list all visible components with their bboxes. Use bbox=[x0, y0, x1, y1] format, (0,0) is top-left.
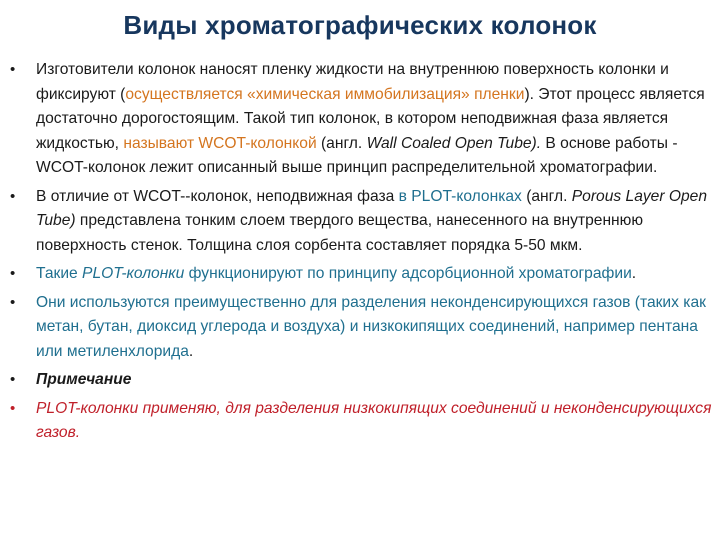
bullet-icon: • bbox=[10, 265, 16, 282]
item-text: Такие bbox=[36, 265, 83, 282]
bullet-icon: • bbox=[10, 61, 16, 78]
bullet-icon: • bbox=[10, 187, 16, 205]
item-text: В отличие от WCOT--колонок, неподвижная фаза bbox=[36, 187, 399, 205]
list-item bbox=[10, 262, 712, 287]
bullet-icon: • bbox=[10, 399, 16, 417]
item-text: (англ. bbox=[521, 187, 572, 205]
item-term: PLOT-колонки bbox=[82, 265, 185, 282]
item-text: функционируют по принципу адсорбционной хроматографии bbox=[184, 265, 632, 282]
bullet-icon: • bbox=[10, 293, 16, 311]
item-text: (англ. bbox=[316, 134, 367, 152]
item-highlight: осуществляется «химическая иммобилизация» пленки bbox=[125, 85, 525, 103]
item-term: Porous Layer Open Tube) bbox=[36, 187, 708, 229]
item-text: Они используются преимущественно для разделения неконденсирующихся газов (таких как метан, бутан, диоксид углерода и воздуха) и низкокипящих соединений, например пентана или метиленхлорида bbox=[36, 293, 706, 360]
item-term: Wall Coaled Open Tube). bbox=[366, 134, 542, 152]
note-text: PLOT-колонки применяю, для разделения низкокипящих соединений и неконденсирующихся газов. bbox=[36, 399, 712, 441]
item-text: представлена тонким слоем твердого вещества, нанесенного на внутреннюю поверхность стенок. Толщина слоя сорбента составляет порядка 5-50 мкм. bbox=[36, 212, 644, 254]
list-item bbox=[10, 58, 712, 181]
item-text: . bbox=[631, 265, 637, 282]
item-highlight: в PLOT-колонках bbox=[398, 187, 522, 205]
item-text: ). Этот процесс является достаточно дорогостоящим. Такой тип колонок, в котором неподвижная фаза является жидкостью, bbox=[36, 85, 705, 152]
bullet-list bbox=[10, 58, 712, 450]
list-item bbox=[10, 185, 712, 259]
note-heading: Примечание bbox=[36, 371, 132, 388]
bullet-icon: • bbox=[10, 371, 16, 388]
item-text: Изготовители колонок наносят пленку жидкости на внутреннюю поверхность колонки и фиксируют ( bbox=[36, 61, 669, 103]
item-text: В основе работы - WCOT-колонок лежит описанный выше принцип распределительной хроматографии. bbox=[36, 134, 678, 176]
list-item bbox=[10, 368, 712, 393]
item-text: . bbox=[188, 342, 194, 360]
list-item bbox=[10, 397, 712, 446]
slide-title: Виды хроматографических колонок bbox=[123, 10, 597, 40]
item-highlight: называют WCOT-колонкой bbox=[123, 134, 317, 152]
list-item bbox=[10, 291, 712, 365]
